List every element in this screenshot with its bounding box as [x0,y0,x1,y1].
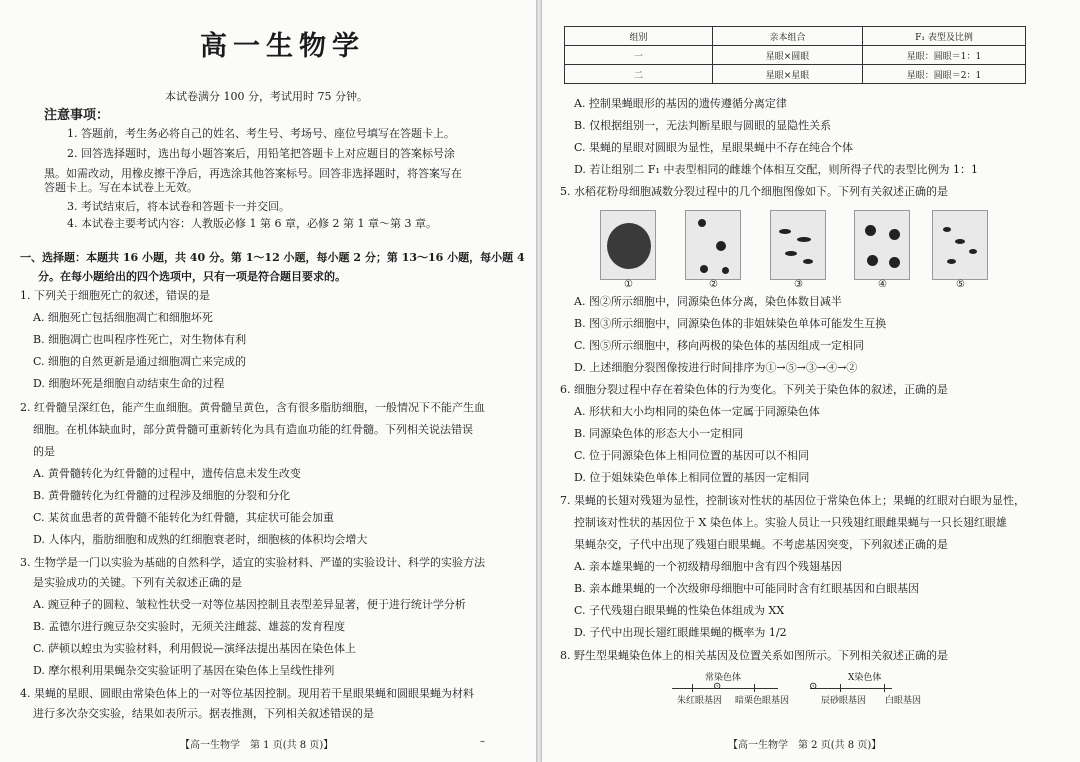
table-row [565,46,1026,65]
question-stem: 8. 野生型果蝇染色体上的相关基因及位置关系如图所示。下列相关叙述正确的是 [560,649,948,662]
option: A. 亲本雄果蝇的一个初级精母细胞中含有四个残翅基因 [574,560,842,573]
notice-line: 黑。如需改动，用橡皮擦干净后，再选涂其他答案标号。回答非选择题时，将答案写在 [44,167,462,180]
section-heading: 一、选择题：本题共 16 小题，共 40 分。第 1～12 小题，每小题 2 分；第 13～16 小题，每小题 4 [20,251,525,264]
gene-label: 朱红眼基因 [677,696,723,706]
cell-image-3 [770,210,826,280]
option: C. 位于同源染色体上相同位置的基因可以不相同 [574,449,810,462]
page-footer: 【高一生物学 第 2 页(共 8 页)】 [728,740,882,751]
exam-page-1 [0,0,536,762]
question-stem: 是实验成功的关键。下列有关叙述正确的是 [33,576,242,589]
gene-label: 辰砂眼基因 [821,696,867,706]
table-cell: 二 [565,65,713,84]
cell-label: ② [709,279,718,290]
option: A. 黄骨髓转化为红骨髓的过程中，遗传信息未发生改变 [33,467,301,480]
table-cell: 星眼：圆眼＝2：1 [863,65,1026,84]
cell-image-2 [685,210,741,280]
question-stem: 控制该对性状的基因位于 X 染色体上。实验人员让一只残翅红眼雌果蝇与一只长翅红眼雄 [574,516,1007,529]
exam-title: 高一生物学 [200,31,365,62]
table-cell: 星眼：圆眼＝1：1 [863,46,1026,65]
option: B. 黄骨髓转化为红骨髓的过程涉及细胞的分裂和分化 [33,489,291,502]
option: B. 仅根据组别一，无法判断星眼与圆眼的显隐性关系 [574,119,832,132]
option: A. 图②所示细胞中，同源染色体分离，染色体数目减半 [574,295,842,308]
option: A. 豌豆种子的圆粒、皱粒性状受一对等位基因控制且表型差异显著，便于进行统计学分析 [33,598,466,611]
option: D. 人体内，脂肪细胞和成熟的红细胞衰老时，细胞核的体积均会增大 [33,533,368,546]
option: B. 细胞凋亡也叫程序性死亡，对生物体有利 [33,333,247,346]
table-header: 亲本组合 [713,27,863,46]
option: A. 细胞死亡包括细胞凋亡和细胞坏死 [33,311,213,324]
option: C. 萨顿以蝗虫为实验材料，利用假说—演绎法提出基因在染色体上 [33,642,357,655]
option: B. 图③所示细胞中，同源染色体的非姐妹染色单体可能发生互换 [574,317,887,330]
question-stem: 7. 果蝇的长翅对残翅为显性，控制该对性状的基因位于常染色体上；果蝇的红眼对白眼为显性， [560,494,1025,507]
question-stem: 细胞。在机体缺血时，部分黄骨髓可重新转化为具有造血功能的红骨髓。下列相关说法错误 [33,423,473,436]
autosome-line [672,688,778,689]
section-heading: 分。在每小题给出的四个选项中，只有一项是符合题目要求的。 [38,270,346,283]
option: D. 若让组别二 F₁ 中表型相同的雌雄个体相互交配，则所得子代的表型比例为 1：1 [574,163,978,176]
question-stem: 1. 下列关于细胞死亡的叙述，错误的是 [20,289,210,302]
question-stem: 的是 [33,445,55,458]
table-cell: 一 [565,46,713,65]
gene-label: 白眼基因 [885,696,922,706]
notice-line: 2. 回答选择题时，选出每小题答案后，用铅笔把答题卡上对应题目的答案标号涂 [67,147,455,160]
option: C. 子代残翅白眼果蝇的性染色体组成为 XX [574,604,785,617]
gene-tick [692,684,693,692]
cell-label: ⑤ [956,279,965,290]
option: B. 同源染色体的形态大小一定相同 [574,427,744,440]
cell-label: ③ [794,279,803,290]
exam-page-2 [542,0,1080,762]
option: C. 某贫血患者的黄骨髓不能转化为红骨髓，其症状可能会加重 [33,511,335,524]
question-stem: 6. 细胞分裂过程中存在着染色体的行为变化。下列关于染色体的叙述，正确的是 [560,383,948,396]
question-stem: 4. 果蝇的星眼、圆眼由常染色体上的一对等位基因控制。现用若干星眼果蝇和圆眼果蝇为材料 [20,687,474,700]
option: C. 果蝇的星眼对圆眼为显性，星眼果蝇中不存在纯合个体 [574,141,854,154]
x-chromosome-line [810,688,892,689]
results-table [564,26,1026,84]
option: C. 细胞的自然更新是通过细胞凋亡来完成的 [33,355,247,368]
table-header: F₁ 表型及比例 [863,27,1026,46]
option: C. 图⑤所示细胞中，移向两极的染色体的基因组成一定相同 [574,339,865,352]
option: D. 细胞坏死是细胞自动结束生命的过程 [33,377,225,390]
question-stem: 5. 水稻花粉母细胞减数分裂过程中的几个细胞图像如下。下列有关叙述正确的是 [560,185,948,198]
option: D. 上述细胞分裂图像按进行时间排序为①→⑤→③→④→② [574,361,858,374]
exam-intro: 本试卷满分 100 分，考试用时 75 分钟。 [165,90,368,103]
autosome-label: 常染色体 [705,673,742,683]
option: D. 摩尔根利用果蝇杂交实验证明了基因在染色体上呈线性排列 [33,664,335,677]
option: A. 控制果蝇眼形的基因的遗传遵循分离定律 [574,97,787,110]
option: A. 形状和大小均相同的染色体一定属于同源染色体 [574,405,820,418]
option: D. 子代中出现长翅红眼雌果蝇的概率为 1/2 [574,626,787,639]
cell-image-5 [932,210,988,280]
cell-image-1 [600,210,656,280]
notice-line: 3. 考试结束后，将本试卷和答题卡一并交回。 [67,200,290,213]
notice-heading: 注意事项： [44,108,110,123]
gene-tick [840,684,841,692]
table-header: 组别 [565,27,713,46]
question-stem: 3. 生物学是一门以实验为基础的自然科学，适宜的实验材料、严谨的实验设计、科学的实验方法 [20,556,485,569]
gene-tick [884,684,885,692]
option: D. 位于姐妹染色单体上相同位置的基因一定相同 [574,471,810,484]
option: B. 亲本雌果蝇的一个次级卵母细胞中可能同时含有红眼基因和白眼基因 [574,582,920,595]
question-stem: 进行多次杂交实验，结果如表所示。据表推测，下列相关叙述错误的是 [33,707,374,720]
question-stem: 2. 红骨髓呈深红色，能产生血细胞。黄骨髓呈黄色，含有很多脂肪细胞，一般情况下不能产生血 [20,401,485,414]
centromere-icon: ⊙ [713,681,722,692]
footer-mark: – [480,736,485,747]
page-footer: 【高一生物学 第 1 页(共 8 页)】 [180,740,334,751]
gene-tick [754,684,755,692]
x-chromosome-label: X染色体 [848,673,882,683]
cell-image-4 [854,210,910,280]
table-row [565,65,1026,84]
option: B. 孟德尔进行豌豆杂交实验时，无须关注雌蕊、雄蕊的发育程度 [33,620,346,633]
notice-line: 1. 答题前，考生务必将自己的姓名、考生号、考场号、座位号填写在答题卡上。 [67,127,455,140]
notice-line: 答题卡上。写在本试卷上无效。 [44,181,198,194]
gene-label: 暗栗色眼基因 [735,696,790,706]
table-header-row [565,27,1026,46]
notice-line: 4. 本试卷主要考试内容：人教版必修 1 第 6 章，必修 2 第 1 章～第 3 章。 [67,217,437,230]
centromere-icon: ⊙ [809,681,818,692]
question-stem: 果蝇杂交，子代中出现了残翅白眼果蝇。不考虑基因突变，下列叙述正确的是 [574,538,948,551]
cell-label: ① [624,279,633,290]
table-cell: 星眼×圆眼 [713,46,863,65]
table-cell: 星眼×星眼 [713,65,863,84]
cell-label: ④ [878,279,887,290]
